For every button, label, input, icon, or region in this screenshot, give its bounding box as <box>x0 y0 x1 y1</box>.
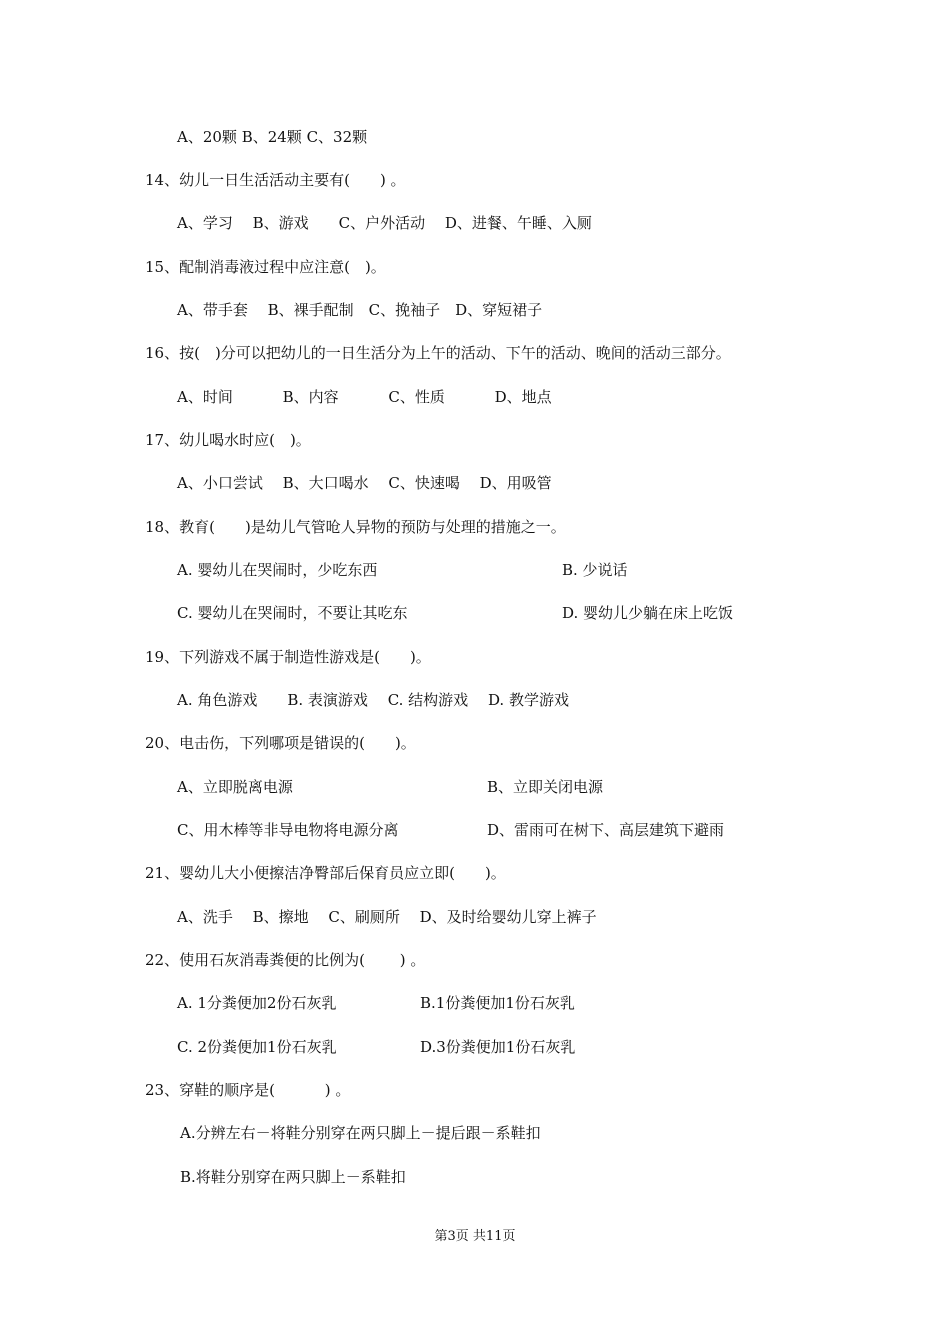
option-line: A、学习 B、游戏 C、户外活动 D、进餐、午睡、入厕 <box>177 214 592 232</box>
question-line: 17、幼儿喝水时应( )。 <box>145 431 311 449</box>
option-line: A. 角色游戏 B. 表演游戏 C. 结构游戏 D. 教学游戏 <box>177 691 569 709</box>
option-line: D. 婴幼儿少躺在床上吃饭 <box>562 604 734 622</box>
option-line: A.分辨左右－将鞋分别穿在两只脚上－提后跟－系鞋扣 <box>180 1124 541 1142</box>
question-line: 16、按( )分可以把幼儿的一日生活分为上午的活动、下午的活动、晚间的活动三部分。 <box>145 344 731 362</box>
question-line: 21、婴幼儿大小便擦洁净臀部后保育员应立即( )。 <box>145 864 506 882</box>
option-line: A、带手套 B、裸手配制 C、挽袖子 D、穿短裙子 <box>177 301 543 319</box>
option-line: A、洗手 B、擦地 C、刷厕所 D、及时给婴幼儿穿上裤子 <box>177 908 597 926</box>
question-line: 18、教育( )是幼儿气管呛人异物的预防与处理的措施之一。 <box>145 518 566 536</box>
option-line: A. 1分粪便加2份石灰乳 <box>177 994 337 1012</box>
option-line: B、立即关闭电源 <box>487 778 604 796</box>
question-line: 23、穿鞋的顺序是( ) 。 <box>145 1081 351 1099</box>
option-line: A. 婴幼儿在哭闹时，少吃东西 <box>177 561 378 579</box>
question-line: 20、电击伤，下列哪项是错误的( )。 <box>145 734 416 752</box>
option-line: B.1份粪便加1份石灰乳 <box>420 994 575 1012</box>
page-footer: 第3页 共11页 <box>434 1229 516 1244</box>
option-line: C. 2份粪便加1份石灰乳 <box>177 1038 337 1056</box>
option-line: A、20颗 B、24颗 C、32颗 <box>177 128 368 146</box>
option-line: C. 婴幼儿在哭闹时，不要让其吃东 <box>177 604 408 622</box>
question-line: 15、配制消毒液过程中应注意( )。 <box>145 258 386 276</box>
option-line: A、小口尝试 B、大口喝水 C、快速喝 D、用吸管 <box>177 474 552 492</box>
option-line: D、雷雨可在树下、高层建筑下避雨 <box>487 821 725 839</box>
option-line: B.将鞋分别穿在两只脚上－系鞋扣 <box>180 1168 406 1186</box>
option-line: B. 少说话 <box>562 561 628 579</box>
question-line: 22、使用石灰消毒粪便的比例为( ) 。 <box>145 951 426 969</box>
option-line: A、时间 B、内容 C、性质 D、地点 <box>177 388 552 406</box>
option-line: A、立即脱离电源 <box>177 778 293 796</box>
question-line: 14、幼儿一日生活活动主要有( ) 。 <box>145 171 406 189</box>
option-line: C、用木棒等非导电物将电源分离 <box>177 821 399 839</box>
question-line: 19、下列游戏不属于制造性游戏是( )。 <box>145 648 431 666</box>
option-line: D.3份粪便加1份石灰乳 <box>420 1038 576 1056</box>
